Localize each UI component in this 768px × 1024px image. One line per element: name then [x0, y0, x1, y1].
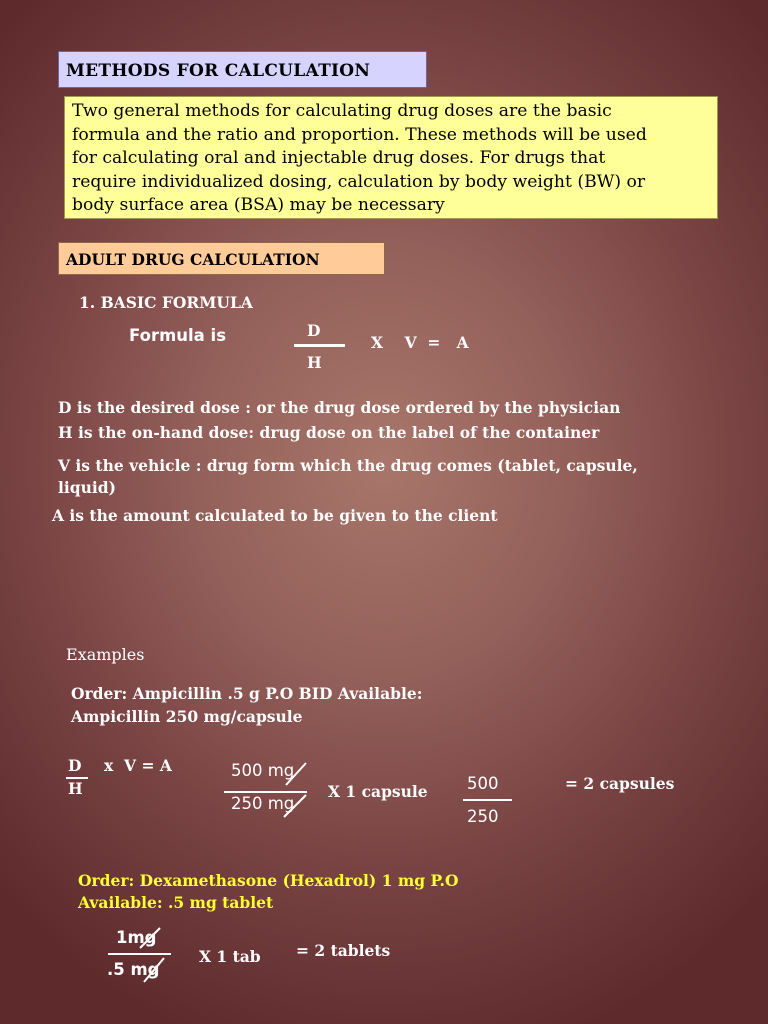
examples-heading: Examples: [66, 645, 145, 664]
example1-order-line1: Order: Ampicillin .5 g P.O BID Available:: [71, 684, 423, 703]
example1-order-line2: Ampicillin 250 mg/capsule: [71, 707, 303, 726]
intro-line: require individualized dosing, calculation by body weight (BW) or: [72, 171, 646, 192]
definition-d: D is the desired dose : or the drug dose ordered by the physician: [58, 398, 621, 417]
definition-h: H is the on-hand dose: drug dose on the label of the container: [58, 423, 600, 442]
intro-text-box: [64, 96, 718, 219]
basic-formula-heading: 1. BASIC FORMULA: [79, 293, 253, 312]
example1-result: = 2 capsules: [565, 774, 675, 793]
example2-frac-den: .5 mg: [107, 960, 160, 979]
example1-frac2-bar: [463, 799, 512, 801]
example1-formula-rest: x V = A: [104, 756, 172, 775]
definition-v-cont: liquid): [58, 478, 116, 497]
example1-frac1-den: 250 mg: [231, 794, 295, 813]
definition-a: A is the amount calculated to be given to the client: [52, 506, 498, 525]
example2-order-line1: Order: Dexamethasone (Hexadrol) 1 mg P.O: [78, 871, 459, 890]
example2-times: X 1 tab: [199, 947, 261, 966]
formula-rest: X V = A: [371, 333, 469, 352]
example2-order-line2: Available: .5 mg tablet: [78, 893, 274, 912]
example1-frac2-den: 250: [467, 807, 499, 826]
formula-denominator: H: [307, 353, 322, 372]
intro-line: Two general methods for calculating drug doses are the basic: [72, 101, 612, 121]
formula-fraction-bar: [294, 344, 345, 347]
formula-label: Formula is: [129, 326, 227, 345]
intro-line: formula and the ratio and proportion. These methods will be used: [72, 124, 647, 145]
formula-numerator: D: [307, 321, 321, 340]
cancel-strokes-icon: [132, 922, 168, 986]
adult-calc-title: ADULT DRUG CALCULATION: [58, 242, 385, 275]
definition-v: V is the vehicle : drug form which the drug comes (tablet, capsule,: [58, 456, 638, 475]
methods-title: METHODS FOR CALCULATION: [58, 51, 427, 88]
example2-result: = 2 tablets: [296, 941, 391, 960]
example1-times: X 1 capsule: [328, 782, 428, 801]
example2-frac-num: 1mg: [116, 928, 157, 947]
intro-line: body surface area (BSA) may be necessary: [72, 195, 445, 215]
example1-d: D: [68, 756, 82, 775]
intro-line: for calculating oral and injectable drug doses. For drugs that: [72, 148, 606, 168]
example1-h: H: [68, 779, 83, 798]
example1-frac2-num: 500: [467, 774, 499, 793]
example1-frac1-num: 500 mg: [231, 761, 295, 780]
cancel-strokes-icon: [280, 755, 310, 825]
